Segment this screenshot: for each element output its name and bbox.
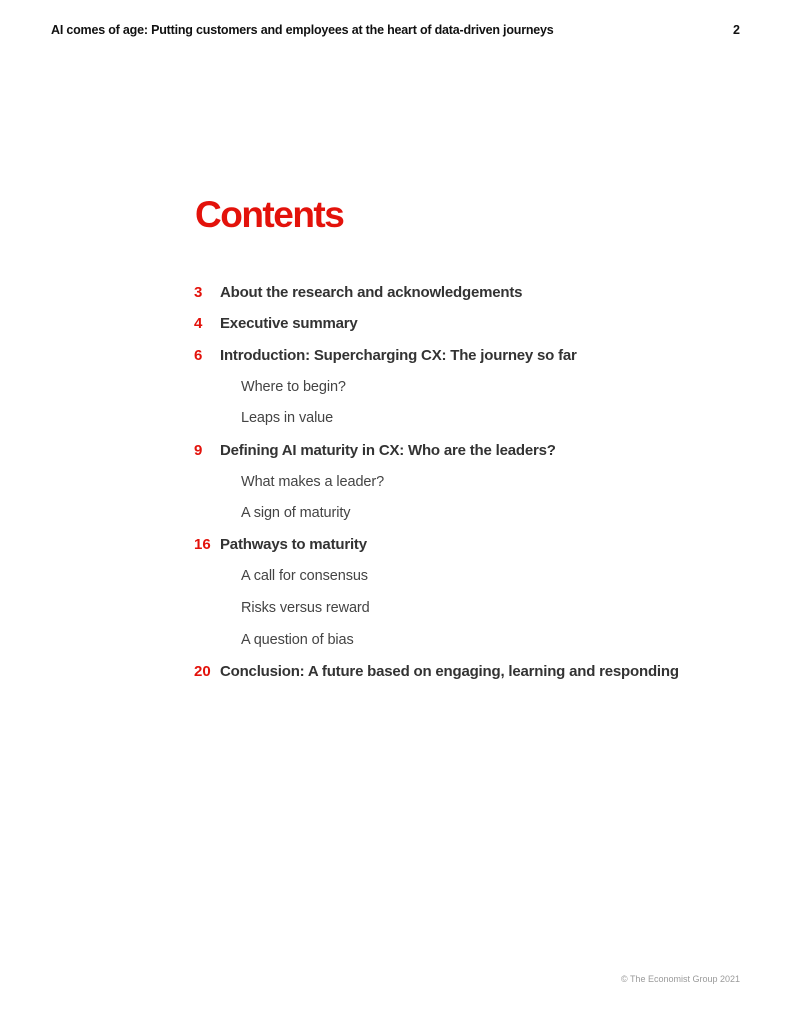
toc-subentry-sign-of-maturity[interactable] (194, 501, 350, 525)
toc-entry-label: Defining AI maturity in CX: Who are the leaders? (220, 441, 556, 459)
toc-entry-introduction[interactable] (194, 343, 577, 367)
page-number: 2 (733, 23, 740, 37)
toc-page-number: 3 (194, 283, 203, 301)
toc-subentry-leaps-in-value[interactable] (194, 406, 333, 430)
toc-subentry-label: A call for consensus (241, 568, 368, 585)
toc-entry-label: Pathways to maturity (220, 536, 367, 554)
toc-page-number: 9 (194, 441, 203, 459)
toc-entry-about-research[interactable] (194, 280, 522, 304)
toc-subentry-what-makes-a-leader[interactable] (194, 470, 384, 494)
toc-entry-conclusion[interactable] (194, 659, 679, 683)
toc-subentry-label: A question of bias (241, 631, 354, 648)
toc-subentry-label: What makes a leader? (241, 473, 385, 490)
running-header-title: AI comes of age: Putting customers and employees at the heart of data-driven journeys (51, 23, 554, 37)
toc-subentry-question-of-bias[interactable] (194, 628, 354, 652)
toc-subentry-label: Risks versus reward (241, 600, 370, 616)
toc-subentry-risks-versus-reward[interactable] (194, 596, 370, 620)
toc-subentry-label: Where to begin? (241, 378, 346, 395)
copyright-notice: © The Economist Group 2021 (620, 974, 740, 984)
toc-page-number: 20 (194, 662, 211, 680)
toc-entry-label: Executive summary (220, 315, 358, 333)
toc-subentry-call-for-consensus[interactable] (194, 564, 368, 588)
toc-subentry-label: Leaps in value (241, 410, 334, 427)
toc-subentry-where-to-begin[interactable] (194, 375, 346, 399)
toc-entry-label: Introduction: Supercharging CX: The journey so far (220, 346, 577, 364)
toc-page-number: 4 (194, 315, 203, 333)
contents-heading: Contents (195, 194, 344, 235)
toc-entry-pathways-to-maturity[interactable] (194, 533, 367, 557)
toc-entry-executive-summary[interactable] (194, 312, 358, 336)
toc-page-number: 16 (194, 536, 211, 554)
toc-subentry-label: A sign of maturity (241, 505, 351, 522)
toc-entry-label: Conclusion: A future based on engaging, learning and responding (220, 662, 679, 680)
toc-entry-defining-ai-maturity[interactable] (194, 438, 556, 462)
toc-entry-label: About the research and acknowledgements (220, 283, 523, 301)
toc-page-number: 6 (194, 346, 203, 364)
